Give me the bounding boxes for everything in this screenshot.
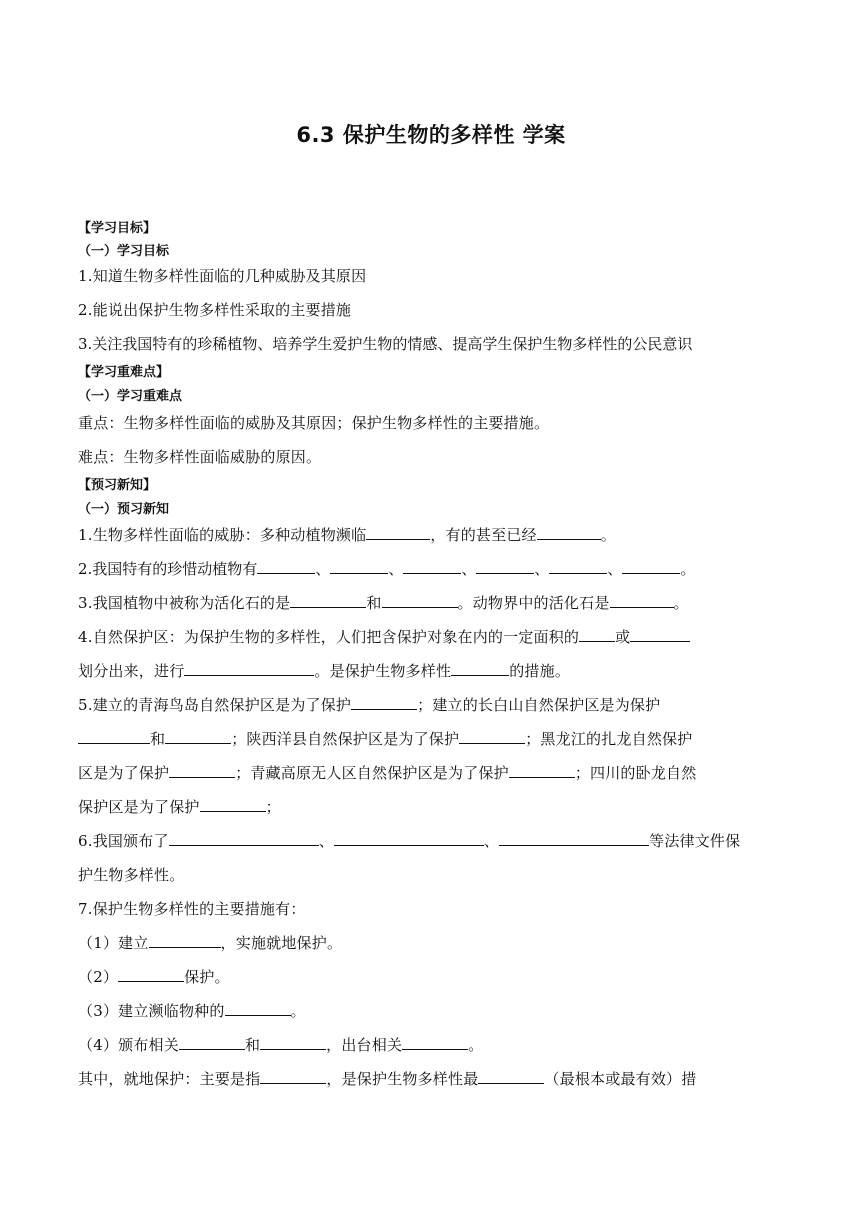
- blank[interactable]: [330, 559, 388, 574]
- blank[interactable]: [476, 559, 534, 574]
- blank[interactable]: [200, 797, 266, 812]
- blank[interactable]: [169, 831, 319, 846]
- blank[interactable]: [478, 1069, 544, 1084]
- section-heading-preview: 【预习新知】: [78, 478, 157, 493]
- section-heading-learning-goals: 【学习目标】: [78, 221, 157, 236]
- blank[interactable]: [179, 1035, 245, 1050]
- question-5-line-2: 和 ；陕西洋县自然保护区是为了保护 ；黑龙江的扎龙自然保护: [78, 728, 692, 749]
- goal-item-2: 2.能说出保护生物多样性采取的主要措施: [78, 301, 352, 319]
- blank[interactable]: [403, 559, 461, 574]
- blank[interactable]: [165, 729, 231, 744]
- blank[interactable]: [149, 933, 221, 948]
- blank[interactable]: [290, 593, 366, 608]
- blank[interactable]: [622, 559, 680, 574]
- blank[interactable]: [260, 1035, 326, 1050]
- question-6-line-1: 6.我国颁布了 、 、 等法律文件保: [78, 832, 741, 850]
- blank[interactable]: [351, 695, 417, 710]
- measure-4: （4）颁布相关 和 ，出台相关 。: [78, 1036, 484, 1054]
- blank[interactable]: [579, 627, 615, 642]
- difficult-point-text: 难点：生物多样性面临威胁的原因。: [78, 448, 322, 466]
- blank[interactable]: [169, 763, 235, 778]
- blank[interactable]: [499, 831, 649, 846]
- blank[interactable]: [549, 559, 607, 574]
- question-5-line-1: 5.建立的青海鸟岛自然保护区是为了保护 ；建立的长白山自然保护区是为保护: [78, 696, 661, 714]
- blank[interactable]: [257, 559, 315, 574]
- blank[interactable]: [118, 967, 184, 982]
- blank[interactable]: [402, 1035, 468, 1050]
- question-2: 2.我国特有的珍惜动植物有 、 、 、 、 、 。: [78, 560, 696, 578]
- blank[interactable]: [509, 763, 575, 778]
- blank[interactable]: [184, 661, 314, 676]
- subheading-key-points: （一）学习重难点: [78, 389, 183, 404]
- question-1: 1.生物多样性面临的威胁：多种动植物濒临 ，有的甚至已经 。: [78, 526, 616, 544]
- measure-1: （1）建立 ，实施就地保护。: [78, 934, 343, 952]
- section-heading-key-points: 【学习重难点】: [78, 365, 170, 380]
- blank[interactable]: [610, 593, 674, 608]
- question-7-title: 7.保护生物多样性的主要措施有：: [78, 900, 306, 918]
- question-4-line-1: 4.自然保护区：为保护生物的多样性，人们把含保护对象在内的一定面积的 或: [78, 626, 690, 647]
- blank[interactable]: [459, 729, 525, 744]
- question-3: 3.我国植物中被称为活化石的是 和 。动物界中的活化石是 。: [78, 594, 689, 612]
- subheading-learning-goals: （一）学习目标: [78, 244, 170, 259]
- question-6-line-2: 护生物多样性。: [78, 866, 185, 884]
- blank[interactable]: [78, 729, 150, 744]
- blank[interactable]: [334, 831, 484, 846]
- blank[interactable]: [225, 1001, 291, 1016]
- measure-3: （3）建立濒临物种的 。: [78, 1002, 306, 1020]
- subheading-preview: （一）预习新知: [78, 502, 170, 517]
- goal-item-3: 3.关注我国特有的珍稀植物、培养学生爱护生物的情感、提高学生保护生物多样性的公民意识: [78, 335, 693, 353]
- key-point-text: 重点：生物多样性面临的威胁及其原因；保护生物多样性的主要措施。: [78, 414, 550, 432]
- blank[interactable]: [630, 627, 690, 642]
- blank[interactable]: [260, 1069, 326, 1084]
- page-title: 6.3 保护生物的多样性 学案: [296, 123, 566, 147]
- question-4-line-2: 划分出来，进行 。是保护生物多样性 的措施。: [78, 662, 571, 680]
- blank[interactable]: [366, 525, 430, 540]
- measure-2: （2） 保护。: [78, 968, 230, 986]
- in-situ-note: 其中，就地保护：主要是指 ，是保护生物多样性最 （最根本或最有效）措: [78, 1070, 697, 1088]
- blank[interactable]: [382, 593, 458, 608]
- goal-item-1: 1.知道生物多样性面临的几种威胁及其原因: [78, 267, 367, 285]
- question-5-line-4: 保护区是为了保护 ；: [78, 798, 281, 816]
- blank[interactable]: [537, 525, 601, 540]
- blank[interactable]: [451, 661, 509, 676]
- question-5-line-3: 区是为了保护 ；青藏高原无人区自然保护区是为了保护 ；四川的卧龙自然: [78, 764, 697, 782]
